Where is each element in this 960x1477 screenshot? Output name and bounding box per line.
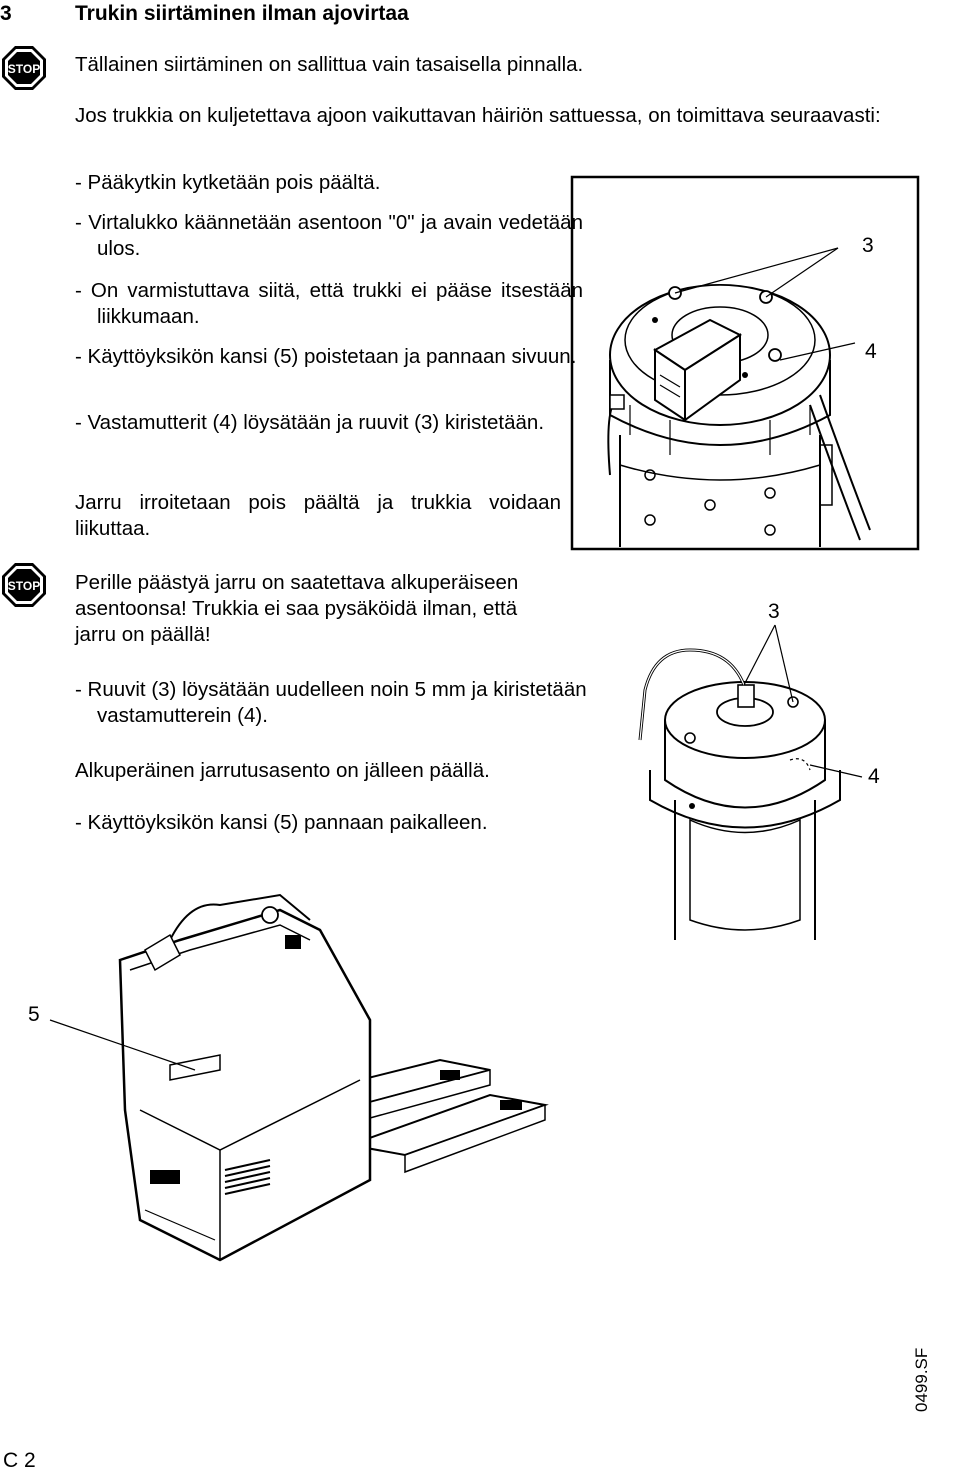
figure-label-4-top: 4 (865, 340, 877, 363)
section-number: 3 (0, 2, 12, 25)
page-number: C 2 (3, 1449, 36, 1472)
figure-label-3-mid: 3 (768, 600, 780, 623)
stop-sign-text: STOP (7, 62, 41, 76)
figure-label-3-top: 3 (862, 234, 874, 257)
paragraph-1: Tällainen siirtäminen on sallittua vain tasaisella pinnalla. (75, 53, 584, 76)
brake-assembly-figure (570, 175, 960, 555)
bullet-2: - Virtalukko käännetään asentoon "0" ja avain vedetään ulos. (75, 211, 583, 260)
figure-label-4-mid: 4 (868, 765, 880, 788)
paragraph-2: Jos trukkia on kuljetettava ajoon vaikuttavan häiriön sattuessa, on toimittava seuraavasti: (75, 104, 881, 127)
bullet-3: - On varmistuttava siitä, että trukki ei pääse itsestään liikkumaan. (75, 279, 583, 328)
bullet-1: - Pääkytkin kytketään pois päältä. (75, 171, 381, 194)
stop-sign-icon (1, 562, 47, 608)
brake-unit-figure (630, 630, 960, 942)
figure-label-5: 5 (28, 1003, 40, 1026)
bullet-7: - Käyttöyksikön kansi (5) pannaan paikalleen. (75, 811, 488, 834)
bullet-5: - Vastamutterit (4) löysätään ja ruuvit (3) kiristetään. (75, 411, 545, 434)
bullet-6: - Ruuvit (3) löysätään uudelleen noin 5 mm ja kiristetään vastamutterein (4). (75, 678, 587, 727)
bullet-4: - Käyttöyksikön kansi (5) poistetaan ja pannaan sivuun. (75, 345, 577, 368)
section-title: Trukin siirtäminen ilman ajovirtaa (75, 2, 409, 25)
pallet-truck-figure (20, 880, 580, 1280)
paragraph-5: Alkuperäinen jarrutusasento on jälleen päällä. (75, 759, 490, 782)
stop-sign-text: STOP (7, 579, 41, 593)
document-code: 0499.SF (912, 1347, 931, 1412)
paragraph-3: Jarru irroitetaan pois päältä ja trukkia voidaan liikuttaa. (75, 491, 561, 540)
stop-sign-icon (1, 45, 47, 91)
paragraph-4-warning: Perille päästyä jarru on saatettava alkuperäiseen asentoonsa! Trukkia ei saa pysäköidä ilman, että jarru on päällä! (75, 571, 519, 646)
